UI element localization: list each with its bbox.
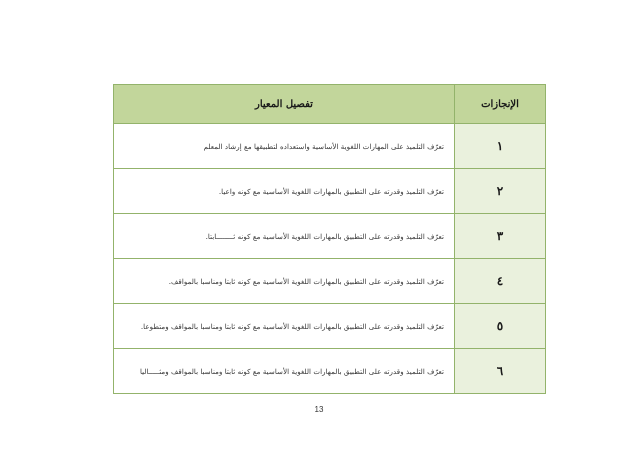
description-cell: تعرّف التلميذ وقدرته على التطبيق بالمهارات اللغوية الأساسية مع كونه ثابتا ومناسبا بالمواقف. bbox=[114, 259, 455, 304]
table-row bbox=[114, 349, 546, 394]
description-cell: تعرّف التلميذ وقدرته على التطبيق بالمهارات اللغوية الأساسية مع كونه ثابتا ومناسبا بالمواقف ومثـــــاليا bbox=[114, 349, 455, 394]
header-level: الإنجازات bbox=[455, 85, 546, 124]
rubric-table bbox=[113, 84, 546, 394]
table-row bbox=[114, 169, 546, 214]
level-cell: ٤ bbox=[455, 259, 546, 304]
description-cell: تعرّف التلميذ وقدرته على التطبيق بالمهارات اللغوية الأساسية مع كونه واعيا. bbox=[114, 169, 455, 214]
description-cell: تعرّف التلميذ وقدرته على التطبيق بالمهارات اللغوية الأساسية مع كونه ثابتا ومناسبا بالمواقف ومتطوعا. bbox=[114, 304, 455, 349]
header-description: تفصيل المعيار bbox=[114, 85, 455, 124]
table-row bbox=[114, 124, 546, 169]
level-cell: ٢ bbox=[455, 169, 546, 214]
level-cell: ١ bbox=[455, 124, 546, 169]
table-row bbox=[114, 214, 546, 259]
level-cell: ٦ bbox=[455, 349, 546, 394]
table-row bbox=[114, 304, 546, 349]
description-cell: تعرّف التلميذ وقدرته على التطبيق بالمهارات اللغوية الأساسية مع كونه ثــــــــابتا. bbox=[114, 214, 455, 259]
page-number: 13 bbox=[314, 405, 324, 414]
level-cell: ٣ bbox=[455, 214, 546, 259]
description-cell: تعرّف التلميذ على المهارات اللغوية الأساسية واستعداده لتطبيقها مع إرشاد المعلم bbox=[114, 124, 455, 169]
level-cell: ٥ bbox=[455, 304, 546, 349]
table-header-row bbox=[114, 85, 546, 124]
table-row bbox=[114, 259, 546, 304]
